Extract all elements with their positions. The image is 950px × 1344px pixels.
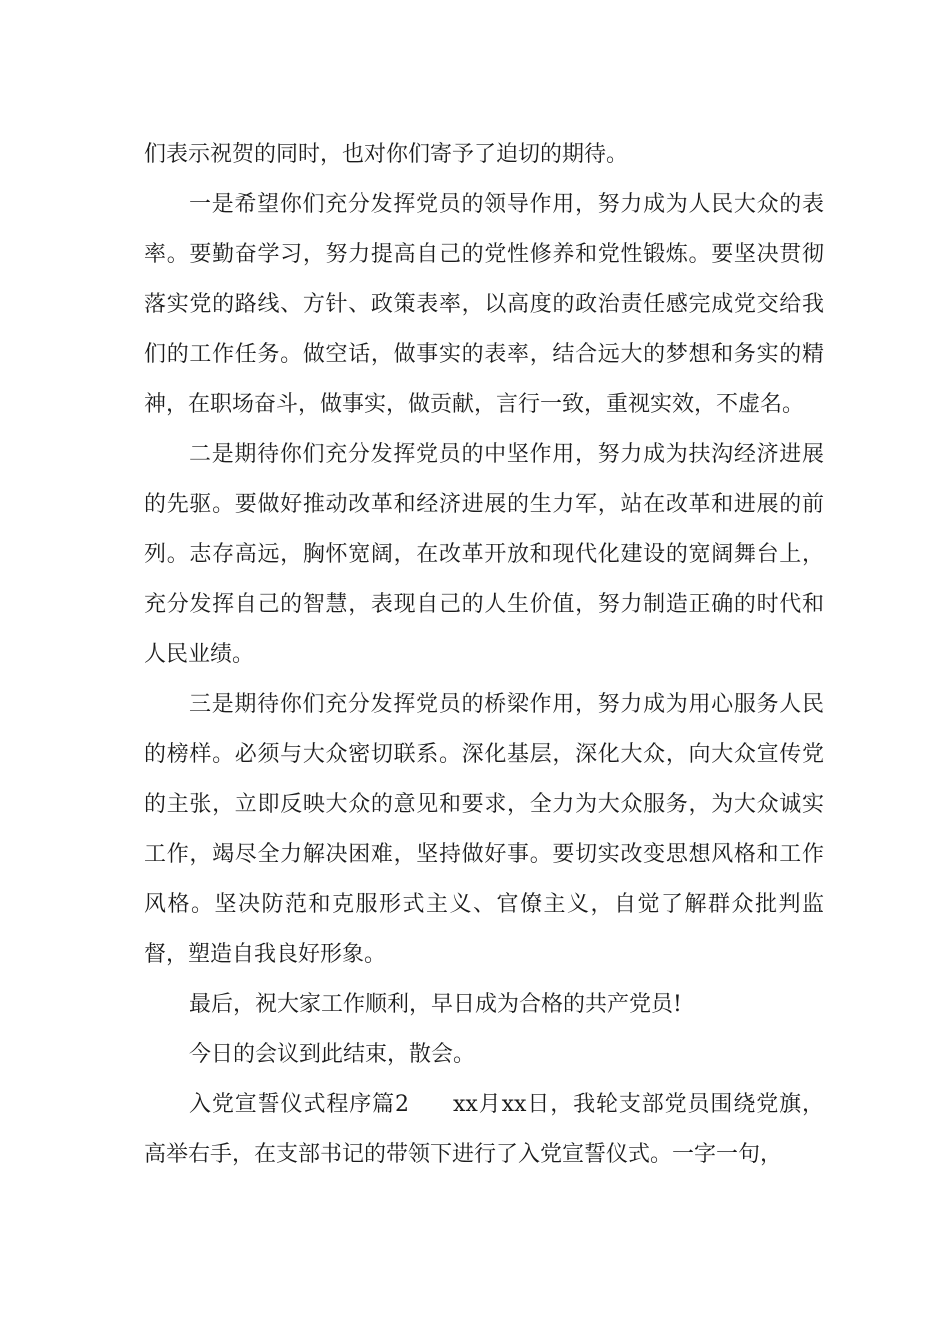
paragraph-point-two: 二是期待你们充分发挥党员的中坚作用，努力成为扶沟经济进展的先驱。要做好推动改革和经济进展的生力军，站在改革和进展的前列。志存高远，胸怀宽阔，在改革开放和现代化建设的宽阔舞台上，充分发挥自己的智慧，表现自己的人生价值，努力制造正确的时代和人民业绩。 xyxy=(144,442,824,667)
section-heading: 入党宣誓仪式程序篇2 xyxy=(189,1092,410,1117)
paragraph-continuation: 们表示祝贺的同时，也对你们寄予了迫切的期待。 xyxy=(144,142,629,167)
paragraph-meeting-end: 今日的会议到此结束，散会。 xyxy=(189,1042,476,1067)
document-body xyxy=(144,130,824,1180)
paragraph-closing-wishes: 最后，祝大家工作顺利，早日成为合格的共产党员! xyxy=(189,992,682,1017)
section-text: xx月xx日，我轮支部党员围绕党旗，高举右手，在支部书记的带领下进行了入党宣誓仪式。一字一句， xyxy=(144,1092,824,1167)
paragraph-section-two xyxy=(144,1080,824,1180)
paragraph-point-one: 一是希望你们充分发挥党员的领导作用，努力成为人民大众的表率。要勤奋学习，努力提高自己的党性修养和党性锻炼。要坚决贯彻落实党的路线、方针、政策表率，以高度的政治责任感完成党交给我们的工作任务。做空话，做事实的表率，结合远大的梦想和务实的精神，在职场奋斗，做事实，做贡献，言行一致，重视实效，不虚名。 xyxy=(144,192,824,417)
paragraph-point-three: 三是期待你们充分发挥党员的桥梁作用，努力成为用心服务人民的榜样。必须与大众密切联系。深化基层，深化大众，向大众宣传党的主张，立即反映大众的意见和要求，全力为大众服务，为大众诚实工作，竭尽全力解决困难，坚持做好事。要切实改变思想风格和工作风格。坚决防范和克服形式主义、官僚主义，自觉了解群众批判监督，塑造自我良好形象。 xyxy=(144,692,824,967)
